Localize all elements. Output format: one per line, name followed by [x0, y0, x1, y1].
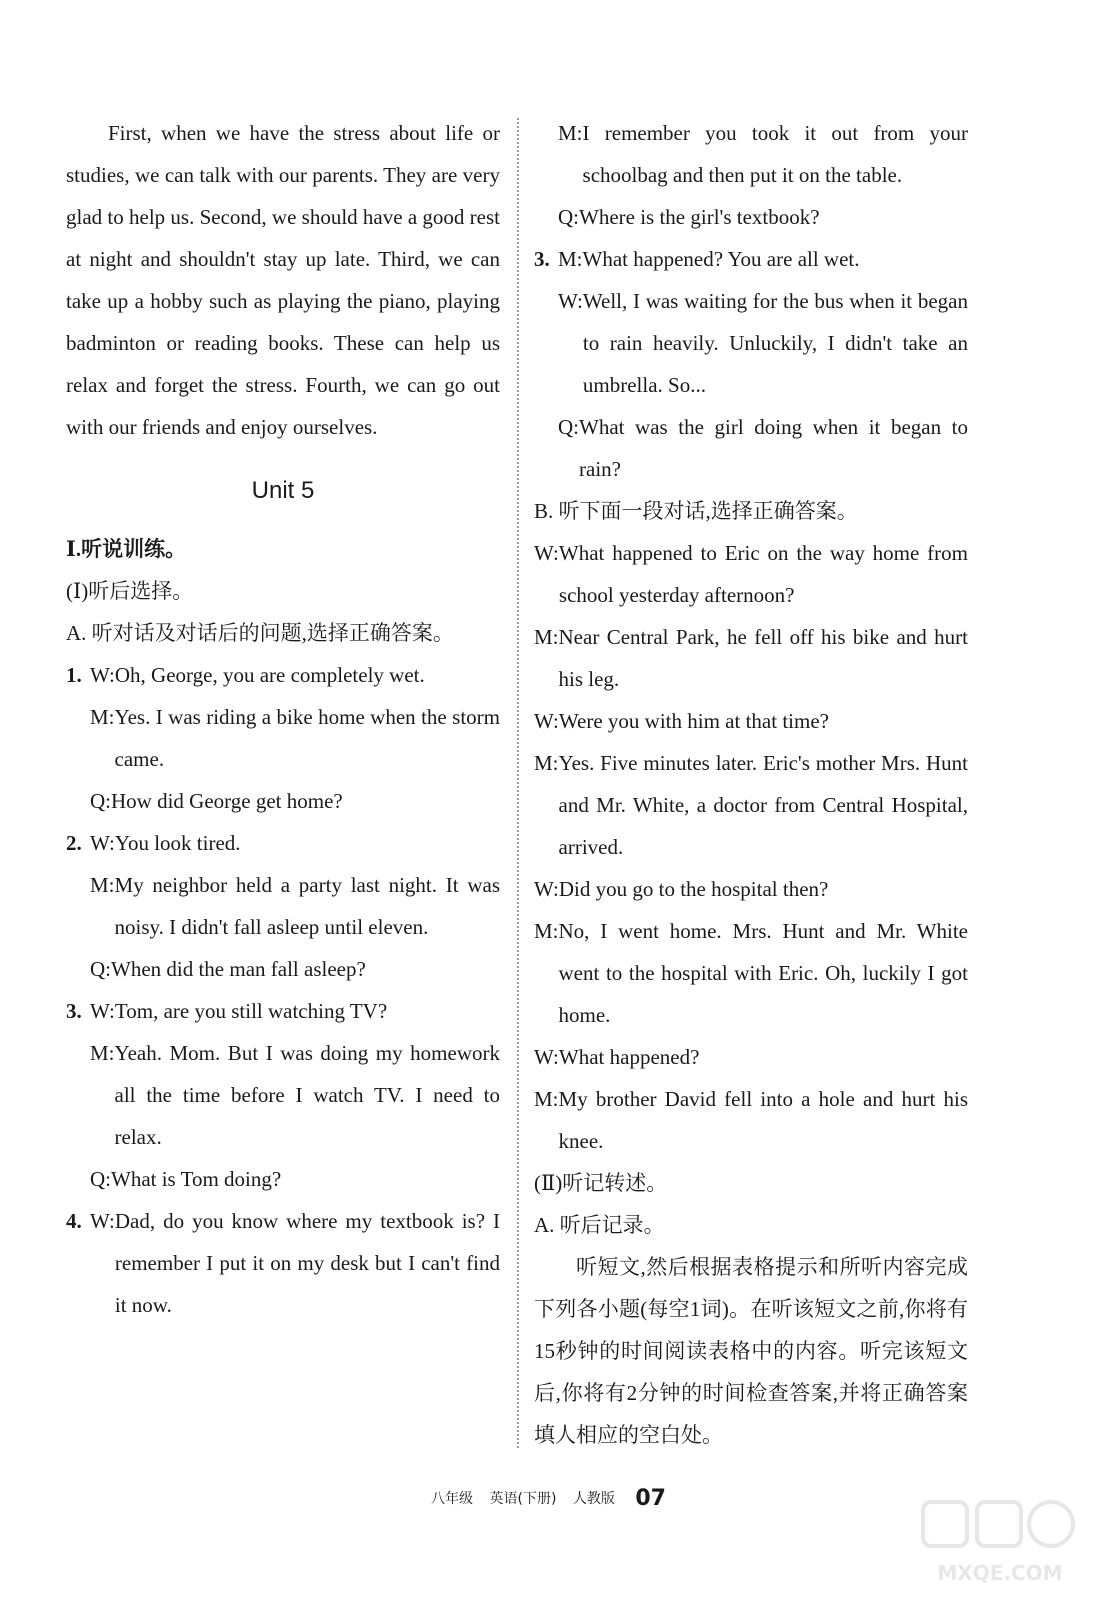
speaker: W:	[534, 709, 559, 733]
question-number: 3.	[534, 247, 550, 271]
footer-grade: 八年级	[431, 1491, 474, 1507]
speaker: W:	[90, 1209, 115, 1233]
question-number: 1.	[66, 663, 82, 687]
dialog-line: Near Central Park, he fell off his bike and hurt his leg.	[558, 625, 968, 691]
dialog-line: Yeah. Mom. But I was doing my homework all the time before I watch TV. I need to relax.	[114, 1041, 500, 1149]
watermark-logo	[915, 1496, 1085, 1592]
dialog-line: When did the man fall asleep?	[111, 957, 366, 981]
dialog-line: Where is the girl's textbook?	[579, 205, 820, 229]
dialog-line: Oh, George, you are completely wet.	[114, 663, 425, 687]
dialog-2	[66, 822, 500, 990]
dialog-line: Yes. I was riding a bike home when the storm came.	[114, 705, 500, 771]
speaker: W:	[534, 877, 559, 901]
dialog-line: My brother David fell into a hole and hurt his knee.	[558, 1087, 968, 1153]
dialog-line: What happened? You are all wet.	[582, 247, 860, 271]
speaker: M:	[90, 1041, 115, 1065]
dialog-4-continued	[534, 112, 968, 238]
speaker: Q:	[90, 957, 111, 981]
subsection-heading: (Ⅰ)听后选择。	[66, 579, 194, 603]
speaker: W:	[534, 1045, 559, 1069]
footer-subject: 英语(下册)	[489, 1491, 557, 1507]
speaker: Q:	[90, 1167, 111, 1191]
question-number: 2.	[66, 831, 82, 855]
dialog-3-right	[534, 238, 968, 490]
part-a-heading: A. 听对话及对话后的问题,选择正确答案。	[66, 621, 454, 645]
watermark-text: MXQE.COM	[937, 1561, 1063, 1585]
subsection-heading-2: (Ⅱ)听记转述。	[534, 1171, 668, 1195]
speaker: Q:	[90, 789, 111, 813]
speaker: M:	[558, 247, 583, 271]
dialog-line: What is Tom doing?	[111, 1167, 282, 1191]
speaker: W:	[534, 541, 559, 565]
watermark-circle	[1029, 1502, 1073, 1546]
dialog-line: What happened?	[558, 1045, 700, 1069]
speaker: M:	[534, 1087, 559, 1111]
speaker: Q:	[558, 415, 579, 439]
page-number: 07	[635, 1486, 666, 1511]
instruction-paragraph: 听短文,然后根据表格提示和所听内容完成下列各小题(每空1词)。在听该短文之前,你将有15秒钟的时间阅读表格中的内容。听完该短文后,你将有2分钟的时间检查答案,并将正确答案填人相应的空白处。	[534, 1255, 968, 1447]
part-b-heading: B. 听下面一段对话,选择正确答案。	[534, 499, 858, 523]
speaker: M:	[90, 705, 115, 729]
speaker: W:	[90, 663, 115, 687]
speaker: M:	[90, 873, 115, 897]
dialog-line: Were you with him at that time?	[558, 709, 829, 733]
part-a2-heading: A. 听后记录。	[534, 1213, 665, 1237]
unit-title: Unit 5	[251, 477, 315, 504]
question-number: 3.	[66, 999, 82, 1023]
speaker: M:	[534, 625, 559, 649]
dialog-line: My neighbor held a party last night. It was noisy. I didn't fall asleep until eleven.	[114, 873, 500, 939]
dialog-line: Dad, do you know where my textbook is? I remember I put it on my desk but I can't find it now.	[114, 1209, 500, 1317]
speaker: M:	[534, 919, 559, 943]
dialog-line: What was the girl doing when it began to rain?	[579, 415, 968, 481]
dialog-line: You look tired.	[114, 831, 241, 855]
dialog-line: Well, I was waiting for the bus when it began to rain heavily. Unluckily, I didn't take an umbrella. So...	[582, 289, 968, 397]
speaker: W:	[90, 999, 115, 1023]
speaker: W:	[558, 289, 583, 313]
speaker: M:	[558, 121, 583, 145]
section-heading: Ⅰ.听说训练。	[66, 537, 187, 561]
speaker: W:	[90, 831, 115, 855]
column-divider	[517, 118, 519, 1448]
dialog-line: Yes. Five minutes later. Eric's mother Mrs. Hunt and Mr. White, a doctor from Central Hospital, arrived.	[558, 751, 968, 859]
speaker: Q:	[558, 205, 579, 229]
dialog-line: Did you go to the hospital then?	[558, 877, 829, 901]
stress-paragraph: First, when we have the stress about life or studies, we can talk with our parents. They are very glad to help us. Second, we should have a good rest at night and shouldn't stay up late. Third, we can take up a hobby such as playing the piano, playing badminton or reading books. These can help us relax and forget the stress. Fourth, we can go out with our friends and enjoy ourselves.	[66, 121, 500, 439]
dialog-line: Tom, are you still watching TV?	[114, 999, 388, 1023]
watermark-box	[923, 1502, 967, 1546]
dialog-line: I remember you took it out from your schoolbag and then put it on the table.	[582, 121, 968, 187]
dialog-line: What happened to Eric on the way home from school yesterday afternoon?	[558, 541, 968, 607]
dialog-b	[534, 532, 968, 1162]
dialog-line: How did George get home?	[111, 789, 343, 813]
footer-edition: 人教版	[572, 1491, 615, 1507]
dialog-3	[66, 990, 500, 1200]
left-column	[66, 112, 500, 1326]
dialog-1	[66, 654, 500, 822]
speaker: M:	[534, 751, 559, 775]
question-number: 4.	[66, 1209, 82, 1233]
right-column	[534, 112, 968, 1456]
dialog-4	[66, 1200, 500, 1326]
watermark-box	[977, 1502, 1021, 1546]
dialog-line: No, I went home. Mrs. Hunt and Mr. White went to the hospital with Eric. Oh, luckily I got home.	[558, 919, 968, 1027]
